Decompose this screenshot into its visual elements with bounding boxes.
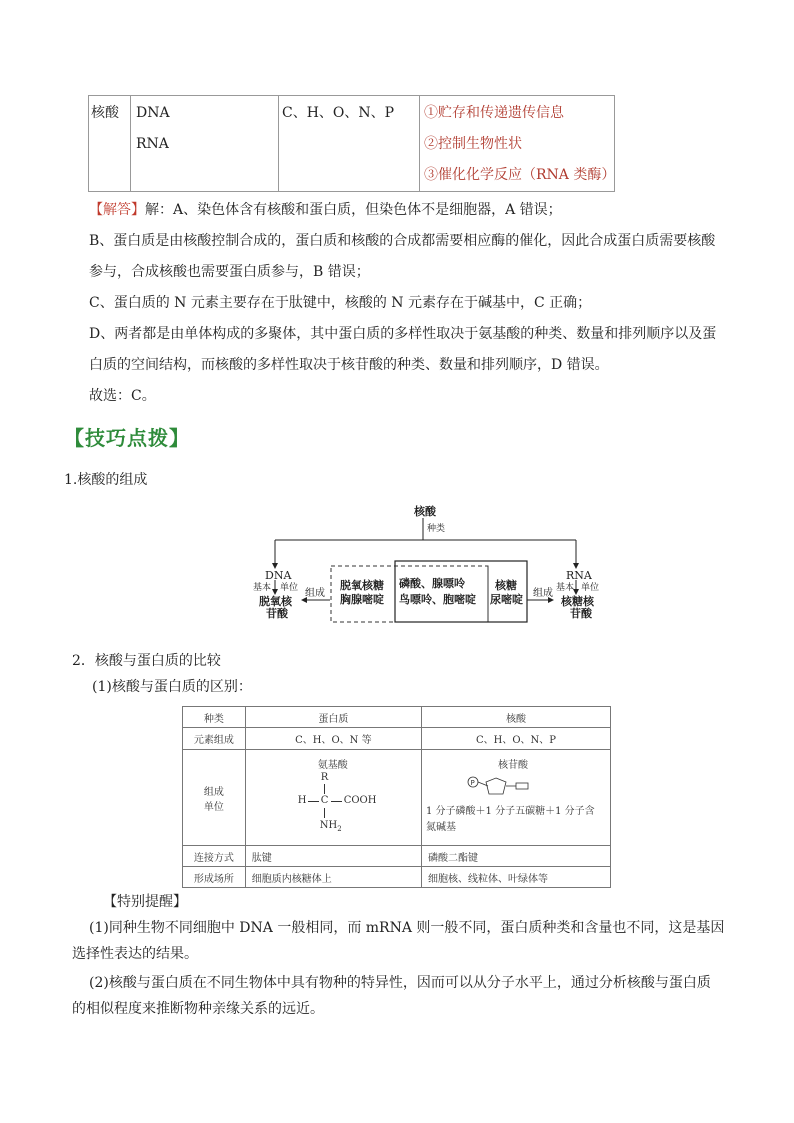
table-row — [183, 867, 611, 888]
diagram-compose-left: 组成 — [305, 588, 325, 599]
diagram-right-box-l1: 核糖 — [495, 579, 517, 592]
amino-sub2: 2 — [337, 825, 342, 833]
row-label: 形成场所 — [183, 867, 246, 888]
table-cell-rna: RNA — [136, 136, 169, 152]
header-cell: 核酸 — [422, 707, 611, 728]
amino-r: R — [320, 772, 329, 783]
bond-line — [324, 784, 325, 794]
row-label-line: 组成 — [203, 786, 224, 798]
tips-p2-line1: (2)核酸与蛋白质在不同生物体中具有物种的特异性，因而可以从分子水平上，通过分析核酸与蛋白质 — [89, 975, 711, 991]
diagram-mid-box-l1: 磷酸、腺嘌呤 — [399, 577, 465, 590]
diagram-dna-unit: 单位 — [280, 583, 299, 593]
diagram-rna: RNA — [566, 569, 592, 582]
item1-title: 1.核酸的组成 — [64, 472, 148, 488]
item2-subtitle: (1)核酸与蛋白质的区别： — [92, 679, 252, 695]
header-cell: 蛋白质 — [245, 707, 421, 728]
row-label: 元素组成 — [183, 728, 246, 750]
answer-conclusion: 故选：C。 — [89, 388, 156, 404]
diagram-top: 核酸 — [414, 505, 436, 518]
table-cell-type: 核酸 — [91, 105, 119, 121]
table-cell-dna: DNA — [136, 105, 170, 121]
bond-line — [308, 801, 319, 802]
amino-nh: NH — [319, 820, 338, 831]
table-cell: 肽键 — [245, 846, 421, 867]
diagram-compose-right: 组成 — [533, 588, 553, 599]
diagram-dna: DNA — [265, 569, 292, 582]
answer-d-line2: 白质的空间结构，而核酸的多样性取决于核苷酸的种类、数量和排列顺序，D 错误。 — [89, 357, 609, 373]
diagram-dna-basic: 基本 — [253, 583, 272, 593]
diagram-left-box-l2: 胸腺嘧啶 — [340, 593, 384, 606]
diagram-rna-unit-l1: 核糖核 — [561, 595, 594, 608]
row-label-line: 单位 — [203, 801, 224, 813]
nucleotide-title: 核苷酸 — [498, 760, 529, 771]
table-cell: 细胞核、线粒体、叶绿体等 — [422, 867, 611, 888]
answer-d-line1: D、两者都是由单体构成的多聚体，其中蛋白质的多样性取决于氨基酸的种类、数量和排列顺序以及蛋 — [89, 326, 717, 342]
answer-intro: 解：A、染色体含有核酸和蛋白质，但染色体不是细胞器，A 错误； — [145, 202, 562, 218]
table-cell-function-3: ③催化化学反应（RNA 类酶） — [424, 167, 616, 183]
tips-title: 【特别提醒】 — [103, 894, 187, 910]
answer-b-line2: 参与，合成核酸也需要蛋白质参与，B 错误； — [89, 264, 370, 280]
row-label — [183, 750, 246, 846]
amino-acid-cell — [245, 750, 421, 846]
answer-label: 【解答】 — [89, 202, 145, 218]
answer-b-line1: B、蛋白质是由核酸控制合成的，蛋白质和核酸的合成都需要相应酶的催化，因此合成蛋白质需要核酸 — [89, 233, 716, 249]
tips-p1-line2: 选择性表达的结果。 — [72, 946, 198, 962]
diagram-rna-unit-l2: 苷酸 — [570, 607, 592, 620]
table-row — [183, 728, 611, 750]
diagram-kind: 种类 — [427, 524, 446, 534]
comparison-table — [182, 706, 611, 888]
nucleotide-p: P — [470, 779, 475, 787]
table-cell: 磷酸二酯键 — [422, 846, 611, 867]
table-cell-elements: C、H、O、N、P — [282, 105, 395, 121]
nucleotide-desc-l2: 氮碱基 — [426, 822, 457, 833]
diagram-rna-basic: 基本 — [556, 583, 575, 593]
item2-title: 2．核酸与蛋白质的比较 — [72, 653, 221, 669]
table-cell-function-2: ②控制生物性状 — [424, 136, 522, 152]
diagram-rna-unit: 单位 — [581, 583, 600, 593]
nucleotide-structure-icon — [466, 772, 556, 800]
amino-nh2 — [320, 820, 342, 833]
table-cell: C、H、O、N、P — [422, 728, 611, 750]
table-cell-function-1: ①贮存和传递遗传信息 — [424, 105, 564, 121]
bond-line — [331, 801, 342, 802]
tips-p1-line1: (1)同种生物不同细胞中 DNA 一般相同，而 mRNA 则一般不同，蛋白质种类和含量也不同，这是基因 — [89, 920, 725, 936]
header-cell: 种类 — [183, 707, 246, 728]
diagram-dna-unit-l1: 脱氧核 — [259, 595, 292, 608]
nucleotide-desc-l1: 1 分子磷酸＋1 分子五碳糖＋1 分子含 — [426, 806, 595, 817]
diagram-dna-unit-l2: 苷酸 — [266, 607, 288, 620]
answer-c-line: C、蛋白质的 N 元素主要存在于肽键中，核酸的 N 元素存在于碱基中，C 正确； — [89, 295, 592, 311]
bond-line — [324, 808, 325, 818]
amino-h: H — [297, 795, 307, 806]
amino-acid-title: 氨基酸 — [317, 760, 348, 771]
row-label: 连接方式 — [183, 846, 246, 867]
section-title: 【技巧点拨】 — [64, 426, 190, 450]
nucleotide-cell — [422, 750, 611, 846]
table-cell: 细胞质内核糖体上 — [245, 867, 421, 888]
table-cell: C、H、O、N 等 — [245, 728, 421, 750]
amino-cooh: COOH — [343, 795, 377, 806]
table-row — [183, 707, 611, 728]
table-row — [183, 846, 611, 867]
tips-p2-line2: 的相似程度来推断物种亲缘关系的远近。 — [72, 1001, 324, 1017]
diagram-left-box-l1: 脱氧核糖 — [340, 579, 384, 592]
diagram-mid-box-l2: 鸟嘌呤、胞嘧啶 — [399, 593, 476, 606]
amino-c: C — [320, 795, 329, 806]
diagram-right-box-l2: 尿嘧啶 — [490, 593, 523, 606]
table-row — [183, 750, 611, 846]
